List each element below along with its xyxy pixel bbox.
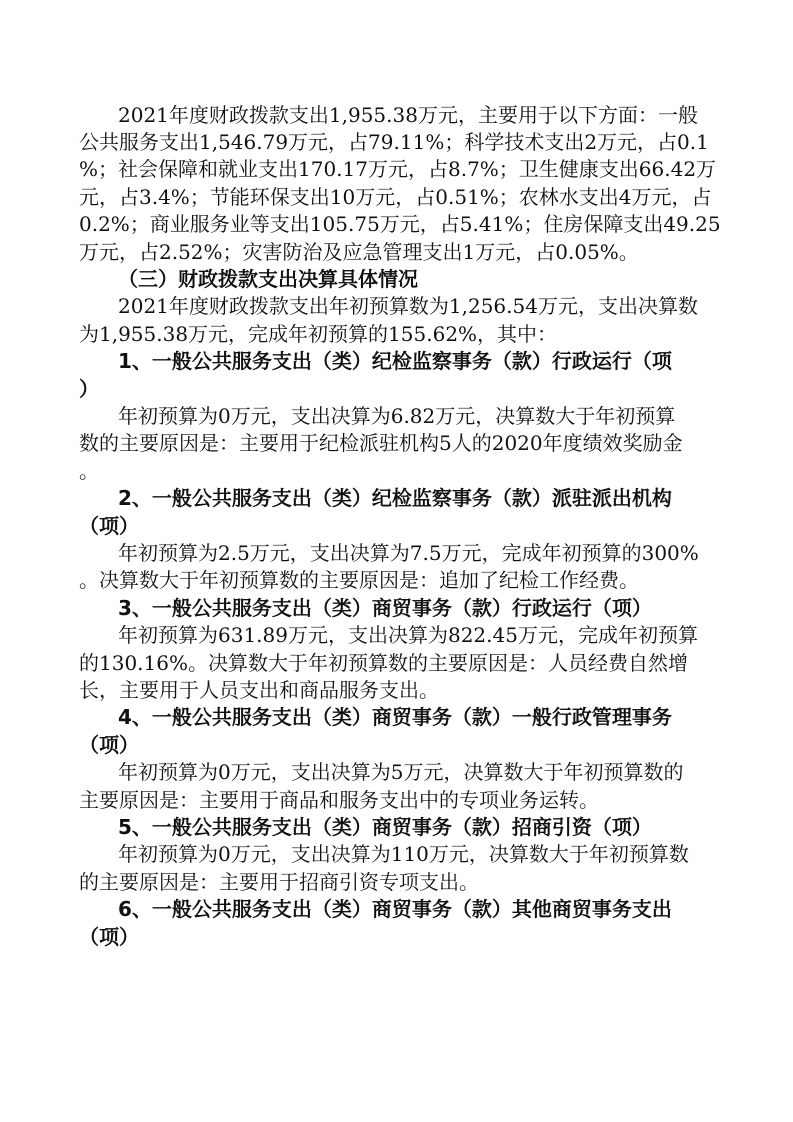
text-line: 2021年度财政拨款支出1,955.38万元，主要用于以下方面：一般 (118, 103, 698, 127)
text-line: 公共服务支出1,546.79万元，占79.11%；科学技术支出2万元，占0.1 (79, 130, 709, 154)
text-line: 为1,955.38万元，完成年初预算的155.62%，其中： (79, 322, 558, 346)
text-line: 万元，占2.52%；灾害防治及应急管理支出1万元，占0.05%。 (79, 240, 639, 264)
text-line: %；社会保障和就业支出170.17万元，占8.7%；卫生健康支出66.42万 (79, 157, 717, 181)
item-heading: 3、一般公共服务支出（类）商贸事务（款）行政运行（项） (118, 596, 652, 620)
section-heading: （三）财政拨款支出决算具体情况 (118, 267, 418, 291)
item-heading: （项） (79, 925, 139, 949)
item-heading: ） (79, 377, 99, 401)
text-line: 。 (79, 459, 99, 483)
text-line: 元，占3.4%；节能环保支出10万元，占0.51%；农林水支出4万元，占 (79, 185, 712, 209)
text-line: 的130.16%。决算数大于年初预算数的主要原因是：人员经费自然增 (79, 651, 688, 675)
text-line: 年初预算为0万元，支出决算为5万元，决算数大于年初预算数的 (118, 760, 684, 784)
item-heading: 5、一般公共服务支出（类）商贸事务（款）招商引资（项） (118, 815, 652, 839)
text-line: 年初预算为0万元，支出决算为110万元，决算数大于年初预算数 (118, 842, 689, 866)
item-heading: 4、一般公共服务支出（类）商贸事务（款）一般行政管理事务 (118, 705, 672, 729)
item-heading: （项） (79, 514, 139, 538)
text-line: 2021年度财政拨款支出年初预算数为1,256.54万元，支出决算数 (118, 294, 698, 318)
text-line: 的主要原因是：主要用于招商引资专项支出。 (79, 870, 479, 894)
item-heading: 1、一般公共服务支出（类）纪检监察事务（款）行政运行（项 (118, 349, 672, 373)
text-line: 数的主要原因是：主要用于纪检派驻机构5人的2020年度绩效奖励金 (79, 431, 683, 455)
item-heading: 6、一般公共服务支出（类）商贸事务（款）其他商贸事务支出 (118, 897, 672, 921)
text-line: 主要原因是：主要用于商品和服务支出中的专项业务运转。 (79, 788, 599, 812)
text-line: 年初预算为0万元，支出决算为6.82万元，决算数大于年初预算 (118, 404, 676, 428)
text-line: 年初预算为631.89万元，支出决算为822.45万元，完成年初预算 (118, 623, 698, 647)
text-line: 。决算数大于年初预算数的主要原因是：追加了纪检工作经费。 (79, 568, 639, 592)
text-line: 年初预算为2.5万元，支出决算为7.5万元，完成年初预算的300% (118, 541, 699, 565)
item-heading: 2、一般公共服务支出（类）纪检监察事务（款）派驻派出机构 (118, 486, 672, 510)
text-line: 长，主要用于人员支出和商品服务支出。 (79, 678, 439, 702)
item-heading: （项） (79, 733, 139, 757)
text-line: 0.2%；商业服务业等支出105.75万元，占5.41%；住房保障支出49.25 (79, 212, 721, 236)
